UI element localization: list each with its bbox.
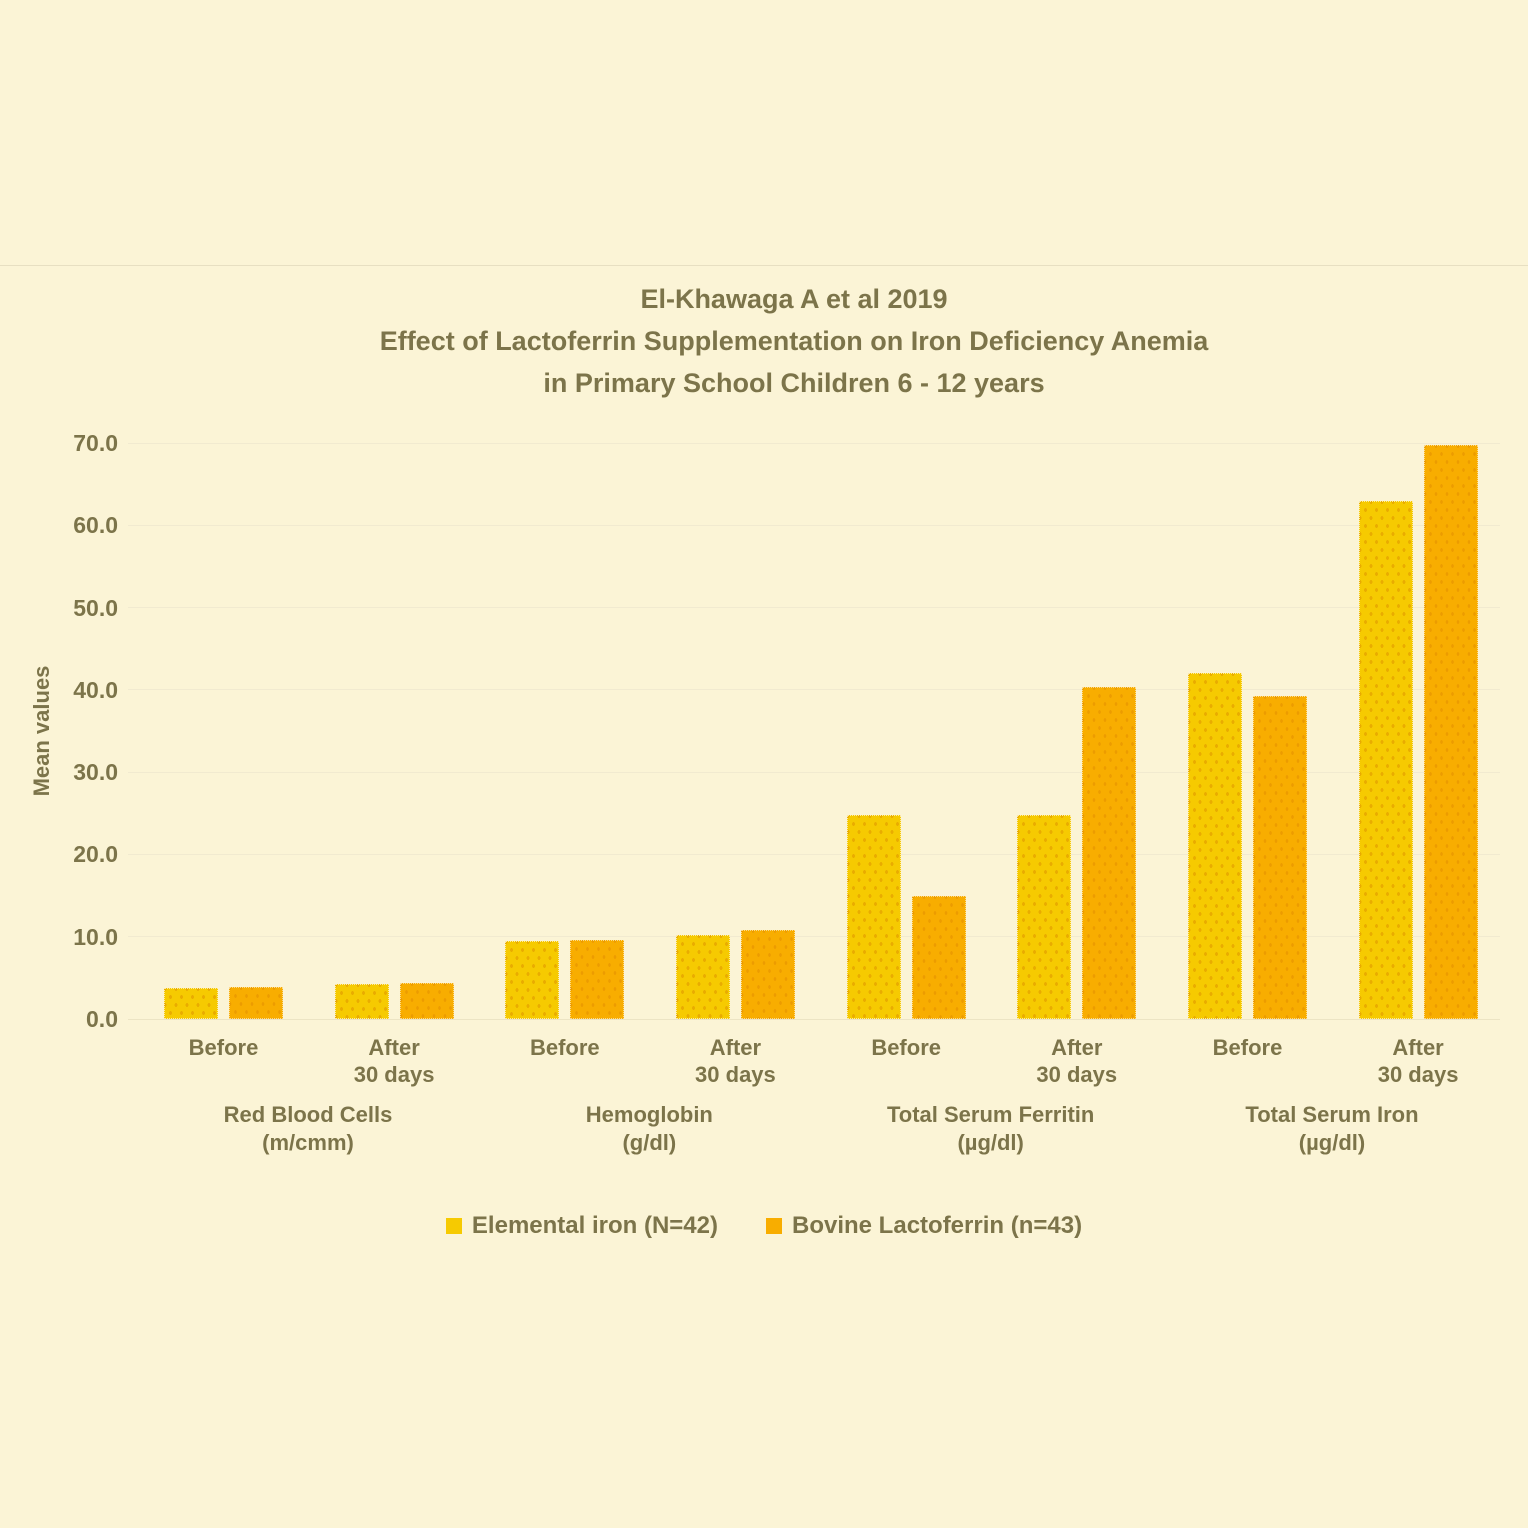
x-label-after-line2: 30 days xyxy=(1036,1062,1118,1087)
group-label-unit: (µg/dl) xyxy=(1298,1130,1366,1155)
group-label-unit: (m/cmm) xyxy=(262,1130,354,1155)
group-label-hemoglobin xyxy=(489,1101,809,1157)
gridline-50 xyxy=(128,607,1500,608)
legend-swatch-icon xyxy=(766,1218,782,1234)
x-label-before-total-serum-iron: Before xyxy=(1212,1035,1283,1060)
x-label-after-line2: 30 days xyxy=(353,1062,435,1087)
x-label-after-line1: After xyxy=(709,1035,762,1060)
gridline-60 xyxy=(128,525,1500,526)
x-label-after-total-serum-ferritin xyxy=(997,1034,1157,1088)
bar-bovine-lactoferrin-n-43-red-blood-cells-before xyxy=(229,987,283,1019)
legend xyxy=(0,1212,1528,1240)
y-tick-label-30: 30.0 xyxy=(73,759,118,786)
bar-bovine-lactoferrin-n-43-total-serum-iron-after-30-days xyxy=(1424,445,1478,1019)
bar-bovine-lactoferrin-n-43-total-serum-iron-before xyxy=(1253,696,1307,1019)
bar-elemental-iron-n-42-hemoglobin-after-30-days xyxy=(676,935,730,1019)
chart-panel xyxy=(0,265,1528,1528)
x-label-after-line1: After xyxy=(1051,1035,1103,1060)
x-label-before-red-blood-cells: Before xyxy=(188,1035,259,1060)
x-label-after-hemoglobin xyxy=(655,1034,815,1088)
y-tick-label-20: 20.0 xyxy=(73,841,118,868)
group-label-name: Red Blood Cells xyxy=(223,1102,393,1127)
bar-bovine-lactoferrin-n-43-red-blood-cells-after-30-days xyxy=(400,983,454,1019)
bar-bovine-lactoferrin-n-43-total-serum-ferritin-after-30-days xyxy=(1082,687,1136,1019)
legend-label: Bovine Lactoferrin (n=43) xyxy=(792,1212,1083,1239)
x-label-before-total-serum-ferritin: Before xyxy=(871,1035,941,1060)
y-tick-label-70: 70.0 xyxy=(73,430,118,456)
bar-elemental-iron-n-42-total-serum-iron-before xyxy=(1188,673,1242,1019)
x-label-after-line2: 30 days xyxy=(1377,1062,1459,1087)
group-label-name: Total Serum Ferritin xyxy=(886,1102,1095,1127)
bar-bovine-lactoferrin-n-43-hemoglobin-after-30-days xyxy=(741,930,795,1019)
group-label-total-serum-iron xyxy=(1172,1101,1492,1157)
legend-item-elemental-iron-n-42 xyxy=(446,1212,718,1240)
bar-elemental-iron-n-42-hemoglobin-before xyxy=(505,941,559,1019)
x-label-after-total-serum-iron xyxy=(1338,1034,1498,1088)
group-label-total-serum-ferritin xyxy=(831,1101,1151,1157)
y-tick-label-0: 0.0 xyxy=(86,1006,118,1032)
gridline-70 xyxy=(128,443,1500,444)
plot-area xyxy=(0,430,1528,1032)
x-label-after-red-blood-cells xyxy=(314,1034,474,1088)
y-tick-label-10: 10.0 xyxy=(73,923,118,950)
chart-title xyxy=(60,278,1528,404)
y-tick-label-50: 50.0 xyxy=(73,594,118,621)
bar-elemental-iron-n-42-total-serum-ferritin-before xyxy=(847,815,901,1019)
bar-bovine-lactoferrin-n-43-hemoglobin-before xyxy=(570,940,624,1019)
chart-title-line3: in Primary School Children 6 - 12 years xyxy=(543,368,1045,398)
x-label-after-line1: After xyxy=(368,1035,420,1060)
bar-elemental-iron-n-42-total-serum-ferritin-after-30-days xyxy=(1017,815,1071,1019)
gridline-40 xyxy=(128,689,1500,690)
y-axis-title: Mean values xyxy=(29,665,54,797)
legend-swatch-icon xyxy=(446,1218,462,1234)
y-tick-label-60: 60.0 xyxy=(73,512,118,539)
bar-bovine-lactoferrin-n-43-total-serum-ferritin-before xyxy=(912,896,966,1019)
group-label-unit: (µg/dl) xyxy=(957,1130,1024,1155)
x-label-after-line2: 30 days xyxy=(695,1062,776,1087)
group-label-name: Total Serum Iron xyxy=(1245,1102,1419,1127)
chart-title-line1: El-Khawaga A et al 2019 xyxy=(640,284,948,314)
x-label-before-hemoglobin: Before xyxy=(529,1035,600,1060)
bar-elemental-iron-n-42-red-blood-cells-after-30-days xyxy=(335,984,389,1019)
x-label-after-line1: After xyxy=(1392,1035,1444,1060)
y-tick-label-40: 40.0 xyxy=(73,676,118,703)
group-label-name: Hemoglobin xyxy=(585,1102,713,1127)
chart-title-line2: Effect of Lactoferrin Supplementation on Iron Deficiency Anemia xyxy=(379,326,1209,356)
group-label-unit: (g/dl) xyxy=(622,1130,677,1155)
bar-elemental-iron-n-42-red-blood-cells-before xyxy=(164,988,218,1019)
bar-elemental-iron-n-42-total-serum-iron-after-30-days xyxy=(1359,501,1413,1019)
legend-item-bovine-lactoferrin-n-43 xyxy=(766,1212,1082,1240)
group-label-red-blood-cells xyxy=(148,1101,468,1157)
legend-label: Elemental iron (N=42) xyxy=(471,1212,718,1239)
